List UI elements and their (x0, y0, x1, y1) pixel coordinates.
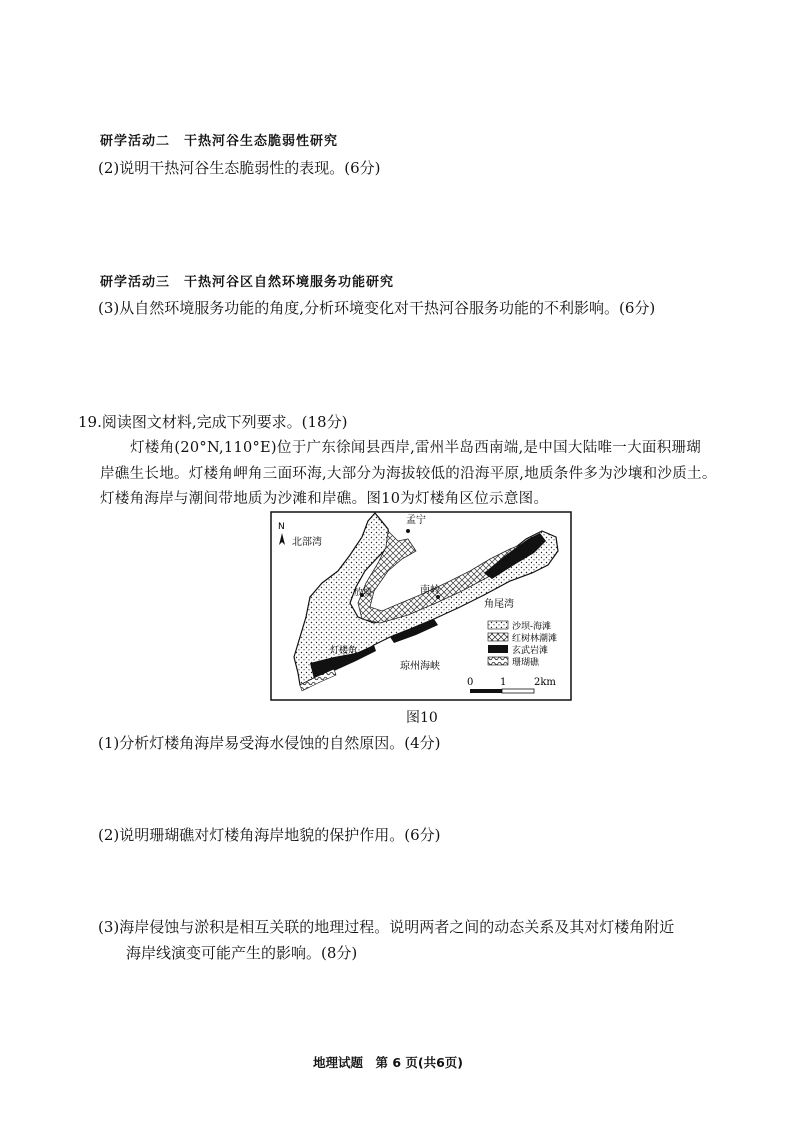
label-jiaoweiwan: 角尾湾 (484, 599, 514, 610)
legend-sand-label: 沙坝-海滩 (512, 622, 552, 632)
q19-para-line-3: 灯楼角海岸与潮间带地质为沙滩和岸礁。图10为灯楼角区位示意图。 (100, 491, 549, 507)
label-fangyang: 放坡 (354, 588, 373, 598)
activity2-question: (2)说明干热河谷生态脆弱性的表现。(6分) (98, 159, 381, 177)
q19-para-line-2: 岸礁生长地。灯楼角岬角三面环海,大部分为海拔较低的沿海平原,地质条件多为沙壤和沙质土。 (100, 466, 717, 482)
label-qiongzhou: 琼州海峡 (400, 661, 440, 672)
legend-mangrove-swatch (488, 633, 508, 641)
page-footer: 地理试题 第 6 页(共6页) (313, 1055, 464, 1070)
legend-sand-swatch (488, 621, 508, 629)
figure-caption: 图10 (406, 710, 438, 726)
label-beibuwan: 北部湾 (292, 537, 322, 548)
legend-mangrove-label: 红树林潮滩 (512, 634, 558, 644)
activity3-question: (3)从自然环境服务功能的角度,分析环境变化对干热河谷服务功能的不利影响。(6分) (98, 299, 656, 317)
q19-sub-question-3-line-2: 海岸线演变可能产生的影响。(8分) (126, 944, 358, 962)
label-denglou: 灯楼角 (330, 646, 358, 656)
activity2-heading: 研学活动二 干热河谷生态脆弱性研究 (100, 134, 339, 149)
q19-sub-question-3-line-1: (3)海岸侵蚀与淤积是相互关联的地理过程。说明两者之间的动态关系及其对灯楼角附近 (98, 918, 675, 936)
mengning-marker (406, 529, 410, 533)
q19-intro: 19.阅读图文材料,完成下列要求。(18分) (78, 413, 348, 431)
legend-coral-label: 珊瑚礁 (512, 658, 540, 668)
q19-sub-question-1: (1)分析灯楼角海岸易受海水侵蚀的自然原因。(4分) (98, 734, 441, 752)
label-mengning: 孟宁 (406, 515, 426, 526)
legend-basalt-label: 玄武岩滩 (512, 646, 549, 656)
location-map (270, 511, 572, 701)
legend-basalt-swatch (488, 645, 508, 653)
legend-coral-swatch (488, 657, 508, 665)
svg-text:1: 1 (500, 677, 507, 688)
svg-text:2km: 2km (534, 677, 556, 688)
activity3-heading: 研学活动三 干热河谷区自然环境服务功能研究 (100, 275, 395, 290)
svg-text:0: 0 (467, 677, 474, 688)
svg-text:N: N (278, 522, 285, 532)
q19-para-line-1: 灯楼角(20°N,110°E)位于广东徐闻县西岸,雷州半岛西南端,是中国大陆唯一大面积珊瑚 (130, 440, 702, 456)
q19-sub-question-2: (2)说明珊瑚礁对灯楼角海岸地貌的保护作用。(6分) (98, 826, 441, 844)
label-nanling: 南岭 (420, 585, 440, 596)
